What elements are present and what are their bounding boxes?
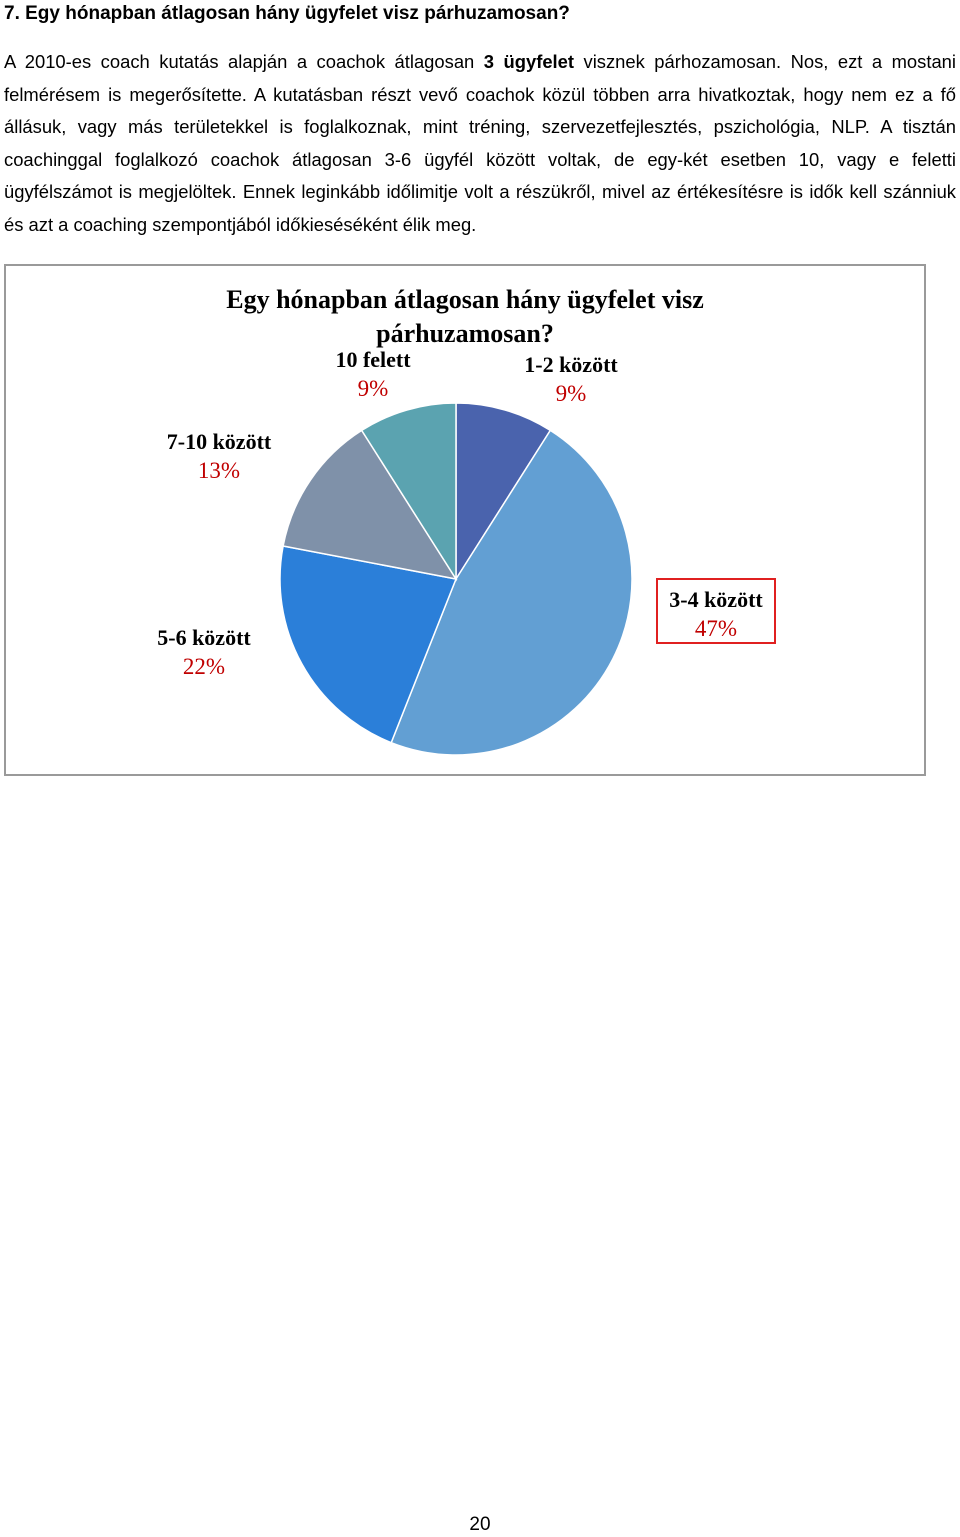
slice-label-1-2-k-z-tt: 1-2 között (524, 352, 618, 377)
section-heading: 7. Egy hónapban átlagosan hány ügyfelet visz párhuzamosan? (4, 3, 570, 24)
slice-value-1-2-k-z-tt: 9% (555, 381, 587, 406)
slice-value-7-10-k-z-tt: 13% (197, 458, 241, 483)
pie-slices (280, 403, 632, 755)
slice-value-3-4-k-z-tt: 47% (694, 616, 738, 641)
slice-value-10-felett: 9% (357, 376, 389, 401)
paragraph-bold-text: 3 ügyfelet (483, 51, 575, 72)
paragraph-text-start: A 2010-es coach kutatás alapján a coachok átlagosan (4, 51, 484, 72)
slice-label-10-felett: 10 felett (335, 347, 411, 372)
slice-label-7-10-k-z-tt: 7-10 között (166, 429, 272, 454)
slice-label-3-4-k-z-tt: 3-4 között (669, 587, 763, 612)
chart-title-line-2: párhuzamosan? (376, 319, 554, 348)
page-number: 20 (469, 1514, 491, 1535)
slice-label-5-6-k-z-tt: 5-6 között (157, 625, 251, 650)
paragraph-text-end: visznek párhozamosan. Nos, ezt a mostani felmérésem is megerősítette. A kutatásban részt vevő coachok közül többen arra hivatkoztak, hogy nem ez a fő állásuk, vagy más területekkel is foglalkoznak, mint tréning, szervezetfejlesztés, pszichológia, NLP. A tisztán coachinggal foglalkozó coachok átlagosan 3-6 ügyfél között voltak, de egy-két esetben 10, vagy e feletti ügyfélszámot is megjelöltek. Ennek leginkább időlimitje volt a részükről, mivel az értékesítésre is idők kell szánniuk és azt a coaching szempontjából időkieséséként élik meg. (4, 51, 956, 235)
chart-title-line-1: Egy hónapban átlagosan hány ügyfelet visz (226, 285, 704, 314)
slice-value-5-6-k-z-tt: 22% (182, 654, 226, 679)
